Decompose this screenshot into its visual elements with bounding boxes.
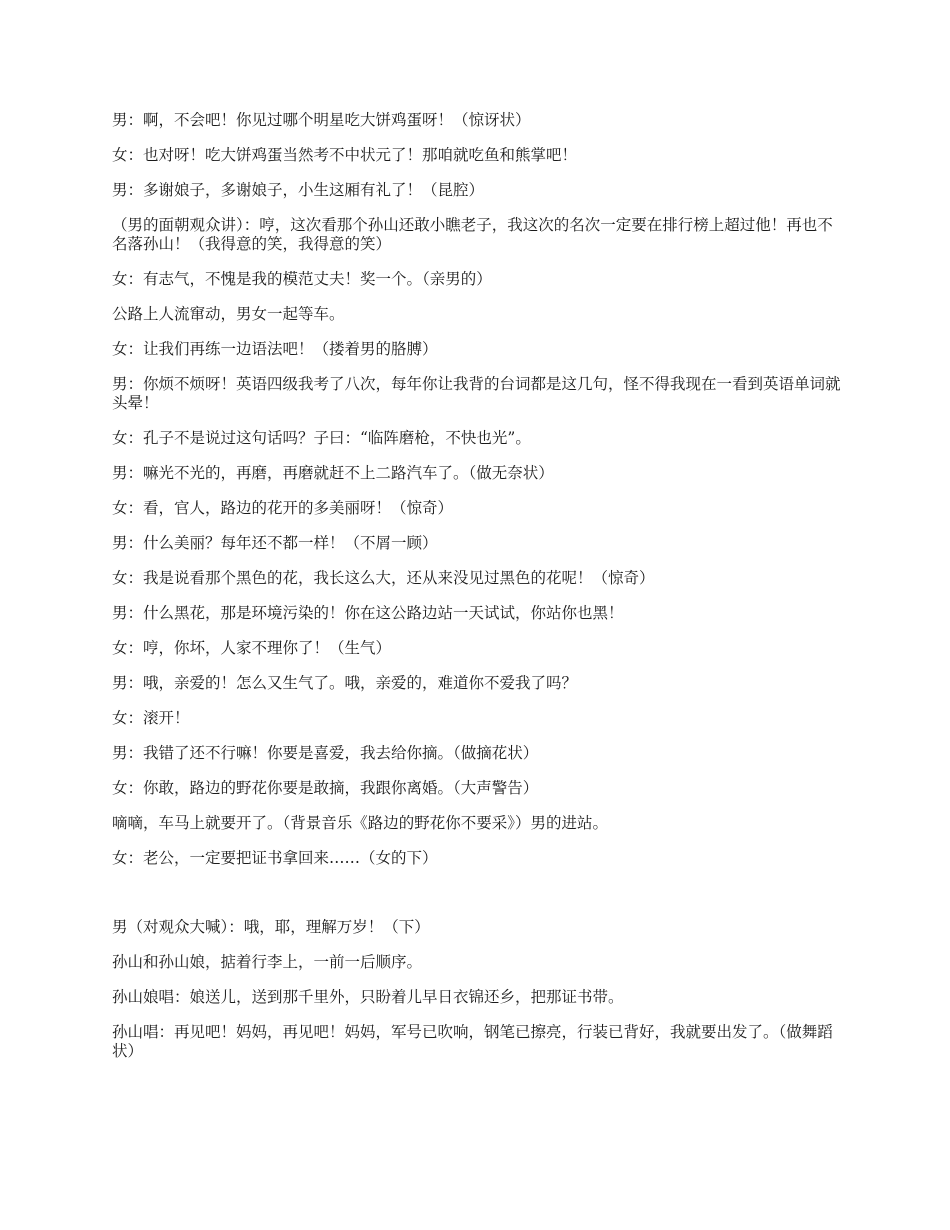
paragraph: 男：啊，不会吧！你见过哪个明星吃大饼鸡蛋呀！（惊讶状）: [112, 111, 531, 129]
script-text: [112, 111, 842, 1077]
paragraph: 孙山娘唱：娘送儿，送到那千里外，只盼着儿早日衣锦还乡，把那证书带。: [112, 988, 624, 1006]
paragraph: 嘀嘀，车马上就要开了。（背景音乐《路边的野花你不要采》）男的进站。: [112, 814, 609, 832]
paragraph: 男：什么黑花，那是环境污染的！你在这公路边站一天试试，你站你也黑！: [112, 604, 624, 622]
paragraph: 公路上人流窜动，男女一起等车。: [112, 305, 345, 323]
paragraph: 女：滚开！: [112, 709, 190, 727]
paragraph: 女：哼，你坏，人家不理你了！（生气）: [112, 639, 392, 657]
paragraph: 女：也对呀！吃大饼鸡蛋当然考不中状元了！那咱就吃鱼和熊掌吧！: [112, 146, 578, 164]
paragraph: 女：你敢，路边的野花你要是敢摘，我跟你离婚。（大声警告）: [112, 779, 539, 797]
paragraph: 男：多谢娘子，多谢娘子，小生这厢有礼了！（昆腔）: [112, 181, 485, 199]
paragraph: 孙山和孙山娘，掂着行李上，一前一后顺序。: [112, 953, 423, 971]
paragraph: 女：有志气，不愧是我的模范丈夫！奖一个。（亲男的）: [112, 270, 492, 288]
paragraph: 男（对观众大喊）：哦，耶，理解万岁！（下）: [112, 918, 430, 936]
paragraph: 女：孔子不是说过这句话吗？子曰：“临阵磨枪，不快也光”。: [112, 429, 531, 447]
paragraph: 孙山唱：再见吧！妈妈，再见吧！妈妈，军号已吹响，钢笔已擦亮，行装已背好，我就要出发了。（做舞蹈状）: [112, 1023, 833, 1060]
paragraph: 男：什么美丽？每年还不都一样！（不屑一顾）: [112, 534, 438, 552]
paragraph: 女：老公，一定要把证书拿回来……（女的下）: [112, 849, 438, 867]
paragraph: 男：嘛光不光的，再磨，再磨就赶不上二路汽车了。（做无奈状）: [112, 464, 554, 482]
paragraph: 女：我是说看那个黑色的花，我长这么大，还从来没见过黑色的花呢！（惊奇）: [112, 569, 655, 587]
paragraph: 女：让我们再练一边语法吧！（搂着男的胳膊）: [112, 340, 438, 358]
paragraph: 男：你烦不烦呀！英语四级我考了八次，每年你让我背的台词都是这几句，怪不得我现在一看到英语单词就头晕！: [112, 375, 841, 412]
paragraph: 女：看，官人，路边的花开的多美丽呀！（惊奇）: [112, 499, 454, 517]
paragraph: 男：我错了还不行嘛！你要是喜爱，我去给你摘。（做摘花状）: [112, 744, 539, 762]
paragraph: 男：哦，亲爱的！怎么又生气了。哦，亲爱的，难道你不爱我了吗？: [112, 674, 578, 692]
paragraph: （男的面朝观众讲）：哼，这次看那个孙山还敢小瞧老子，我这次的名次一定要在排行榜上超过他！再也不名落孙山！（我得意的笑，我得意的笑）: [112, 216, 833, 253]
